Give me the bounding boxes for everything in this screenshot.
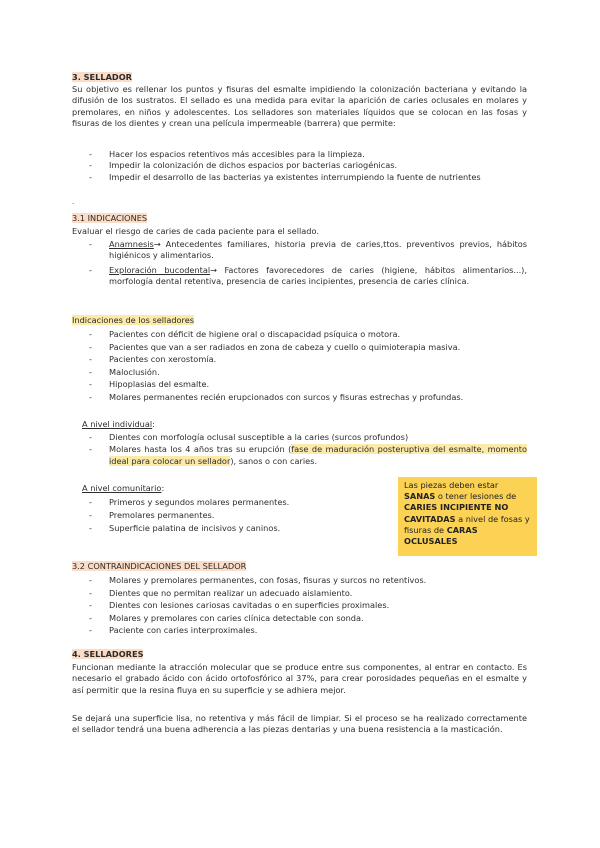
exploracion-text: → Factores favorecedores de caries (higiene, hábitos alimentarios...), morfología dental retentiva, presencia de caries incipientes, presencia de caries clínica. [109,264,527,287]
anamnesis-term: Anamnesis [109,239,154,249]
list-item: - Hacer los espacios retentivos más accesibles para la limpieza. [72,149,527,160]
section-3-2-heading: 3.2 CONTRAINDICACIONES DEL SELLADOR [72,561,247,571]
list-item: - Dientes con morfología oclusal susceptible a la caries (surcos profundos) [72,432,527,443]
list-item: - Premolares permanentes. [72,509,392,522]
list-item: - Maloclusión. [72,366,527,379]
section-4-heading: 4. SELLADORES [72,649,144,659]
nivel-comunitario-label: A nivel comunitario: [82,483,165,493]
list-item: - Hipoplasias del esmalte. [72,378,527,391]
list-item: - Dientes con lesiones cariosas cavitadas o en superficies proximales. [72,599,527,612]
list-item: - Paciente con caries interproximales. [72,624,527,637]
list-item-exploracion [72,265,527,288]
list-item: - Pacientes con déficit de higiene oral o discapacidad psíquica o motora. [72,328,527,341]
nivel-individual-list [72,432,527,467]
highlighted-text: fase de maduración posteruptiva del esmalte, momento ideal para colocar un sellador [109,444,527,466]
section-3-paragraph: Su objetivo es rellenar los puntos y fisuras del esmalte impidiendo la colonización bacteriana y evitando la difusión de los sustratos. El sellado es una medida para evitar la aparición de caries oclusales en molares y premolares, en niños y adolescentes. Los selladores son materiales líquidos que se colocan en las fosas y fisuras de los dientes y crean una película impermeable (barrera) que permite: [72,84,527,129]
list-item: - Molares permanentes recién erupcionados con surcos y fisuras estrechas y profundas. [72,391,527,404]
list-item: - Dientes que no permitan realizar un adecuado aislamiento. [72,587,527,600]
list-item: - Molares y premolares permanentes, con fosas, fisuras y surcos no retentivos. [72,574,527,587]
anamnesis-text: → Antecedentes familiares, historia previa de caries,ttos. preventivos previos, hábitos higiénicos y alimentarios. [109,239,527,261]
list-item: - Molares y premolares con caries clínica detectable con sonda. [72,612,527,625]
section-4-paragraph-1: Funcionan mediante la atracción molecular que se produce entre sus componentes, al entrar en contacto. Es necesario el grabado ácido con ácido ortofosfórico al 37%, para crear porosidades pequeñas en el esmalte y así permitir que la resina fluya en su superficie y se adhiera mejor. [72,662,527,695]
section-3-1-intro: Evaluar el riesgo de caries de cada paciente para el sellado. [72,226,319,236]
contraindicaciones-list [72,574,527,637]
section-3-1-list [72,239,527,288]
list-item: - Pacientes que van a ser radiados en zona de cabeza y cuello o quimioterapia masiva. [72,341,527,354]
list-item: - Pacientes con xerostomía. [72,353,527,366]
indicaciones-list [72,328,527,404]
list-item: - Impedir el desarrollo de las bacterias ya existentes interrumpiendo la fuente de nutrientes [72,172,527,183]
callout-note: Las piezas deben estar SANAS o tener lesiones de CARIES INCIPIENTE NO CAVITADAS a nivel de fosas y fisuras de CARAS OCLUSALES [398,477,537,556]
list-item: - Impedir la colonización de dichos espacios por bacterias cariogénicas. [72,160,527,171]
indicaciones-heading: Indicaciones de los selladores [72,315,195,325]
list-item: - Molares hasta los 4 años tras su erupción (fase de maduración posteruptiva del esmalte, momento ideal para colocar un sellador), sanos o con caries. [72,444,527,467]
exploracion-term: Exploración bucodental [109,264,211,275]
section-4-paragraph-2: Se dejará una superficie lisa, no retentiva y más fácil de limpiar. Si el proceso se ha realizado correctamente el sellador tendrá una buena adherencia a las piezas dentarias y una buena resistencia a la masticación. [72,713,527,735]
section-3-heading: 3. SELLADOR [72,72,132,82]
nivel-comunitario-list [72,496,392,534]
nivel-individual-label: A nivel individual: [82,419,155,429]
section-3-list [72,149,527,183]
stray-dot: . [72,198,75,206]
section-3-1-heading: 3.1 INDICACIONES [72,213,148,223]
list-item: - Primeros y segundos molares permanentes. [72,496,392,509]
list-item-anamnesis [72,239,527,262]
list-item: - Superficie palatina de incisivos y caninos. [72,522,392,535]
